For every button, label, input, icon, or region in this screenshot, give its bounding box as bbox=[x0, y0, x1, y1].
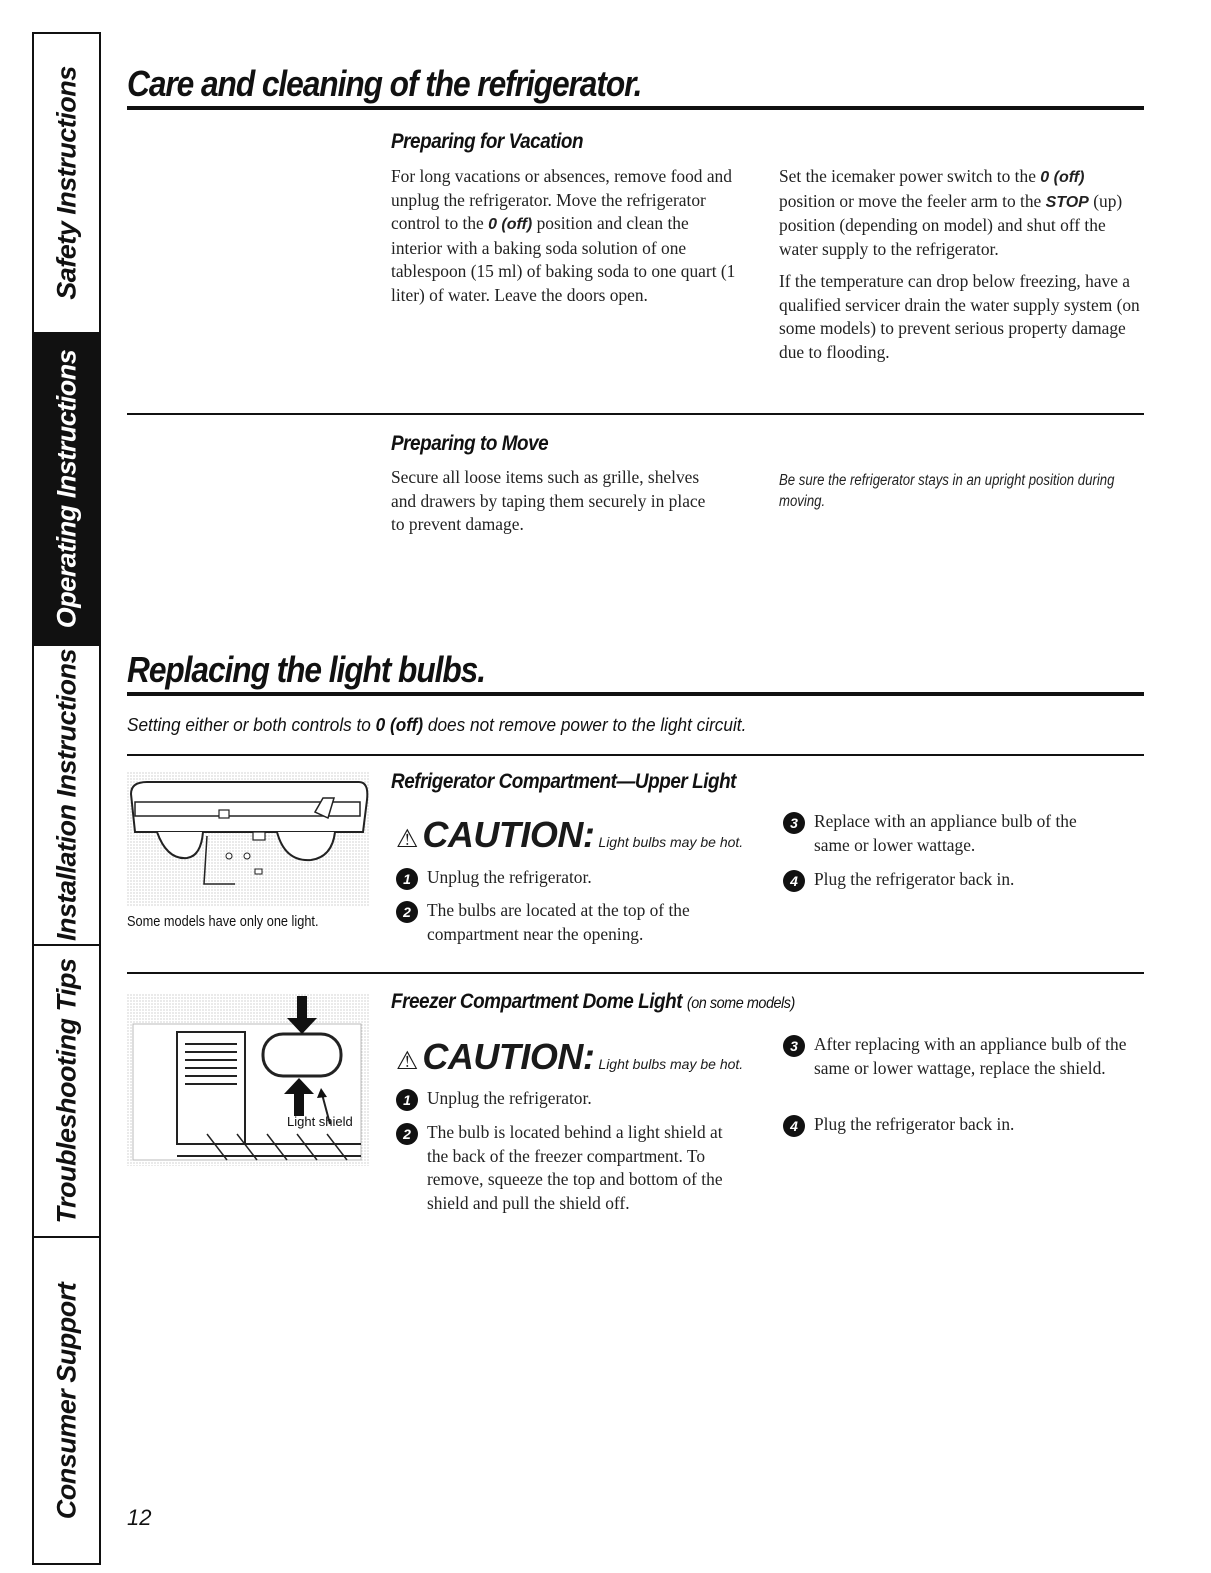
caution-word: CAUTION: bbox=[422, 814, 595, 855]
step-number: 1 bbox=[396, 1089, 418, 1111]
tab-operating-instructions[interactable] bbox=[34, 334, 99, 646]
step-text: Unplug the refrigerator. bbox=[427, 867, 592, 887]
upper-light-illustration bbox=[127, 772, 370, 906]
freezer-light-illustration bbox=[127, 994, 370, 1166]
step-text: After replacing with an appliance bulb of the same or lower wattage, replace the shield. bbox=[814, 1034, 1127, 1078]
warning-icon: ⚠ bbox=[396, 1047, 419, 1075]
freezer-step-3 bbox=[783, 1033, 1133, 1080]
freezer-step-2 bbox=[396, 1121, 741, 1215]
move-heading: Preparing to Move bbox=[391, 432, 549, 455]
tab-consumer-support[interactable] bbox=[34, 1238, 99, 1563]
step-number: 3 bbox=[783, 812, 805, 834]
upper-light-heading: Refrigerator Compartment—Upper Light bbox=[391, 770, 737, 793]
caution-banner bbox=[396, 814, 743, 856]
step-number: 4 bbox=[783, 1115, 805, 1137]
light-shield-label: Light shield bbox=[287, 1114, 353, 1129]
vacation-right-text: Set the icemaker power switch to the 0 (off) position or move the feeler arm to the STOP (up) position (depending on model) and shut off the water supply to the refrigerator. If the temperature can drop below freezing, have a qualified servicer drain the water supply system (on some models) to prevent serious property damage due to flooding. bbox=[779, 166, 1140, 362]
caution-banner bbox=[396, 1036, 743, 1078]
caution-word: CAUTION: bbox=[422, 1036, 595, 1077]
page-number: 12 bbox=[127, 1505, 152, 1530]
freezer-step-1 bbox=[396, 1087, 746, 1111]
tab-label: Troubleshooting Tips bbox=[51, 958, 81, 1224]
bulbs-subtitle: Setting either or both controls to 0 (off) does not remove power to the light circuit. bbox=[127, 714, 747, 735]
page-title: Care and cleaning of the refrigerator. bbox=[127, 63, 642, 104]
bulbs-title: Replacing the light bulbs. bbox=[127, 649, 485, 690]
step-number: 3 bbox=[783, 1035, 805, 1057]
tab-label: Installation Instructions bbox=[51, 648, 81, 942]
step-number: 4 bbox=[783, 870, 805, 892]
step-number: 1 bbox=[396, 868, 418, 890]
freezer-step-4 bbox=[783, 1113, 1113, 1137]
section-divider bbox=[127, 413, 1144, 415]
step-number: 2 bbox=[396, 901, 418, 923]
upper-step-4 bbox=[783, 868, 1113, 892]
tab-safety-instructions[interactable] bbox=[34, 34, 99, 334]
step-text: Unplug the refrigerator. bbox=[427, 1088, 592, 1108]
caution-note: Light bulbs may be hot. bbox=[598, 834, 744, 850]
step-text: The bulb is located behind a light shield at the back of the freezer compartment. To remove, squeeze the top and bottom of the shield and pull the shield off. bbox=[427, 1122, 723, 1213]
step-text: Plug the refrigerator back in. bbox=[814, 869, 1015, 889]
step-text: The bulbs are located at the top of the compartment near the opening. bbox=[427, 900, 690, 944]
caution-note: Light bulbs may be hot. bbox=[598, 1056, 744, 1072]
step-text: Replace with an appliance bulb of the same or lower wattage. bbox=[814, 811, 1077, 855]
move-note: Be sure the refrigerator stays in an upright position during moving. bbox=[779, 472, 1115, 510]
tab-installation-instructions[interactable] bbox=[34, 646, 99, 946]
tab-label: Consumer Support bbox=[51, 1282, 81, 1519]
upper-step-3 bbox=[783, 810, 1113, 857]
upper-step-2 bbox=[396, 899, 746, 946]
tab-label: Operating Instructions bbox=[51, 349, 81, 629]
illustration-caption: Some models have only one light. bbox=[127, 914, 319, 930]
vacation-heading: Preparing for Vacation bbox=[391, 130, 584, 153]
upper-step-1 bbox=[396, 866, 746, 890]
step-text: Plug the refrigerator back in. bbox=[814, 1114, 1015, 1134]
vacation-left-text: For long vacations or absences, remove food and unplug the refrigerator. Move the refrigerator control to the 0 (off) position and clean the interior with a baking soda solution of one tablespoon (15 ml) of baking soda to one quart (1 liter) of water. Leave the doors open. bbox=[391, 166, 736, 305]
section-divider bbox=[127, 754, 1144, 756]
section-tab-strip bbox=[32, 32, 101, 1565]
tab-label: Safety Instructions bbox=[51, 66, 81, 300]
title-rule bbox=[127, 692, 1144, 696]
freezer-light-heading: Freezer Compartment Dome Light (on some models) bbox=[391, 990, 795, 1013]
section-divider bbox=[127, 972, 1144, 974]
tab-troubleshooting-tips[interactable] bbox=[34, 946, 99, 1238]
warning-icon: ⚠ bbox=[396, 825, 419, 853]
move-left-text: Secure all loose items such as grille, shelves and drawers by taping them securely in place to prevent damage. bbox=[391, 467, 706, 534]
step-number: 2 bbox=[396, 1123, 418, 1145]
title-rule bbox=[127, 106, 1144, 110]
